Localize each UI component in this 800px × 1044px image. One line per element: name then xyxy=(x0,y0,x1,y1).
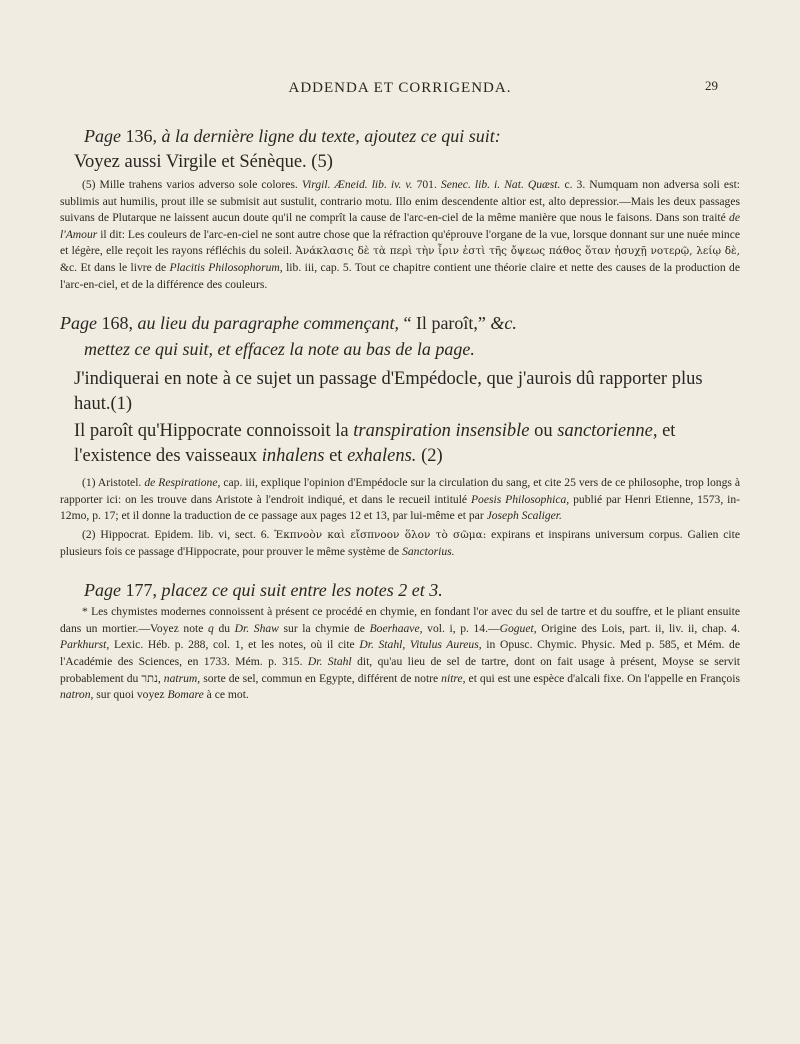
note-term: natron, xyxy=(60,688,94,702)
note-term: nitre, xyxy=(441,671,466,685)
note-name: Joseph Scaliger. xyxy=(486,509,562,523)
note-title: de l'Amour xyxy=(60,211,740,241)
note-text: &c. Et dans le livre de xyxy=(60,260,167,274)
note-text: Lexic. Héb. p. 288, col. 1, et les notes, où il cite xyxy=(113,638,355,652)
page-number: 29 xyxy=(705,78,718,93)
note-text: sur quoi voyez xyxy=(96,688,165,702)
note-text: Numquam non adversa soli est: sublimis aut humilis, prout ille se submisit aut sustulit, contrario motu. Illo enim descendente altior est, alto depressior.—Mais les deux passages suivans de Plutarque ne laissent aucun doute qu'il ne comprît la cause de l'arc-en-ciel de la même manière que nous le faisons. Dans son traité xyxy=(60,178,741,225)
note-name: Dr. Stahl, Vitulus Aureus, xyxy=(359,638,482,652)
heading-quote: “ Il paroît,” xyxy=(403,313,486,334)
running-header: ADDENDA ET CORRIGENDA. xyxy=(288,80,512,96)
para-text: ou xyxy=(534,421,553,442)
note-ref: 701. xyxy=(416,178,437,191)
note-text: (5) Mille trahens varios adverso sole colores. xyxy=(82,178,298,191)
para-text: et l'existence des vaisseaux xyxy=(74,421,676,467)
footnote-5 xyxy=(60,177,740,293)
para-term: exhalens. xyxy=(347,446,417,467)
heading-text: placez ce qui suit entre les notes 2 et 3. xyxy=(161,580,443,601)
footnote-1 xyxy=(60,475,740,525)
note-text: il dit: Les couleurs de l'arc-en-ciel ne sont autre chose que la réfraction qu'éprouve l'organe de la vue, lorsque donnant sur une nuée mince et légère, elle reçoit les rayons réfléchis du soleil. xyxy=(60,227,741,258)
heading-number: 168, xyxy=(101,313,133,334)
heading-text: au lieu du paragraphe commençant, xyxy=(137,313,399,334)
heading-word: Page xyxy=(60,313,97,334)
note-title: Placitis Philosophorum, xyxy=(169,260,283,274)
note-name: Sanctorius. xyxy=(402,544,455,558)
heading-text: à la dernière ligne du texte, ajoutez ce qui suit: xyxy=(161,126,501,146)
note-name: Bomare xyxy=(167,688,204,702)
heading-instruction: mettez ce qui suit, et effacez la note au bas de la page. xyxy=(84,339,475,360)
note-ref: Senec. lib. i. Nat. Quæst. xyxy=(440,178,561,191)
heading-number: 177, xyxy=(125,580,157,601)
note-text: sorte de sel, commun en Egypte, différent de notre xyxy=(203,671,439,685)
heading-word: Page xyxy=(84,126,121,146)
note-name: Dr. Stahl xyxy=(307,654,352,668)
note-name: Parkhurst, xyxy=(60,638,110,652)
greek-quote: Ἐκπνοὸν καὶ εἴσπνοον ὅλον τὸ σῶμα: xyxy=(274,528,487,541)
note-text: (1) Aristotel. xyxy=(82,476,142,490)
note-text: * Les chymistes modernes connoissent à présent ce procédé en chymie, en fondant l'or avec du sel de tartre et du souffre, et le pliant ensuite dans un mortier.—Voyez note xyxy=(60,605,740,635)
note-text: et qui est une espèce d'alcali fixe. On l'appelle en François xyxy=(468,671,740,685)
note-name: Goguet, xyxy=(499,621,537,635)
note-text: (2) Hippocrat. Epidem. lib. vi, sect. 6. xyxy=(82,527,270,541)
note-term: natrum, xyxy=(163,671,201,685)
heading-etc: &c. xyxy=(490,313,517,334)
note-text: cap. iii, explique l'opinion d'Empédocle sur la circulation du sang, et cite 25 vers de ce philosophe, trop longs à rapporter ici: on les trouve dans Aristote à l'endroit indiqué, et dans le recueil intitulé xyxy=(60,476,740,506)
heading-number: 136, xyxy=(125,126,157,146)
paragraph-empedocle: J'indiquerai en note à ce sujet un passage d'Empédocle, que j'aurois dû rapporter plus haut.(1) xyxy=(74,369,703,415)
greek-quote: Ἀνάκλασις δὲ τὰ περὶ τὴν ἶριν ἐστὶ τῆς ὄψεως πάθος ὅταν ἡσυχῇ νοτερῷ, λείῳ δὲ, xyxy=(295,245,740,258)
note-text: in Opusc. Chymic. Physic. Med p. 585, et Mém. de l'Académie des Sciences, en 1733. Mém. p. 315. xyxy=(60,638,740,668)
note-title: Poesis Philosophica, xyxy=(470,492,570,506)
content xyxy=(60,106,740,706)
para-text: Il paroît qu'Hippocrate connoissoit la xyxy=(74,421,349,442)
heading-page-168 xyxy=(60,311,740,335)
note-text: du xyxy=(218,621,231,635)
para-text: et xyxy=(329,446,343,467)
note-text: lib. iii, cap. 5. Tout ce chapitre contient une théorie claire et nette des causes de la production de l'arc-en-ciel, et de la différence des couleurs. xyxy=(60,260,740,291)
note-text: publié par Henri Etienne, 1573, in-12mo, p. 17; et il donne la traduction de ce passage aux pages 12 et 13, par lui-même et par xyxy=(60,492,740,523)
note-text: sur la chymie de xyxy=(283,621,365,635)
note-ref: c. 3. xyxy=(564,178,586,191)
note-name: Dr. Shaw xyxy=(234,621,279,635)
note-text: dit, qu'au lieu de sel de tartre, dont on fait usage à présent, Moyse se servit probablement du נתר, xyxy=(60,654,741,685)
heading-page-177 xyxy=(60,578,740,602)
note-text: vol. i, p. 14.— xyxy=(427,621,500,635)
footnote-star xyxy=(60,604,740,704)
paragraph-hippocrate xyxy=(60,419,740,469)
note-text: à ce mot. xyxy=(206,688,249,702)
line-voyez: Voyez aussi Virgile et Sénèque. (5) xyxy=(74,152,333,172)
para-term: sanctorienne, xyxy=(557,421,658,442)
footnote-2 xyxy=(60,527,740,560)
para-note-ref: (2) xyxy=(421,446,443,467)
note-text: expirans et inspirans universum corpus. Galien cite plusieurs fois ce passage d'Hippocrate, pour prouver le même système de xyxy=(60,527,740,558)
note-ref: Virgil. Æneid. lib. iv. v. xyxy=(301,178,413,191)
para-term: inhalens xyxy=(261,446,325,467)
note-letter: q xyxy=(208,621,214,635)
heading-word: Page xyxy=(84,580,121,601)
note-name: Boerhaave, xyxy=(369,621,423,635)
heading-page-136 xyxy=(60,124,740,148)
note-title: de Respiratione, xyxy=(144,476,221,490)
note-text: Origine des Lois, part. ii, liv. ii, chap. 4. xyxy=(541,621,741,635)
para-term: transpiration insensible xyxy=(353,421,530,442)
